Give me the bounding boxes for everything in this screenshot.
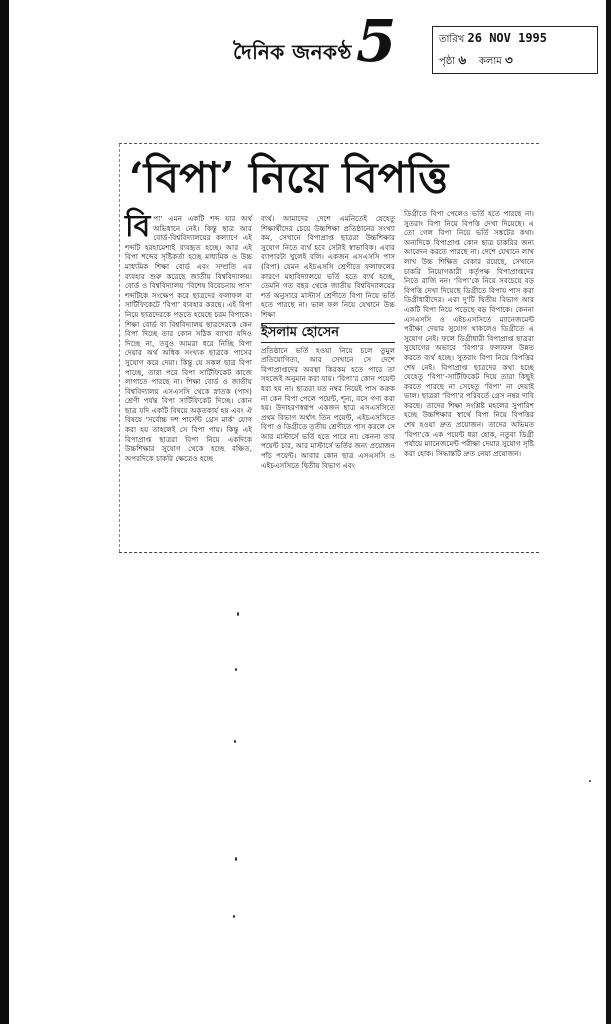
stamp-column-value: ৩ [505, 53, 513, 67]
stamp-date-label: তারিখ [439, 34, 465, 45]
scan-speck [235, 668, 237, 671]
scan-edge-right [606, 0, 611, 1024]
archive-date-stamp [432, 26, 598, 74]
masthead-page-number: 5 [356, 7, 397, 75]
stamp-page-row [439, 52, 513, 72]
article-headline: ‘বিপা’ নিয়ে বিপত্তি [129, 153, 449, 202]
news-clipping [119, 143, 539, 553]
newspaper-masthead: দৈনিক জনকণ্ঠ [233, 40, 352, 64]
article-column-2 [261, 214, 395, 470]
article-column-3-text: ডিগ্রীতে বিপা পেলেও ভর্তি হতে পারছে না। সুতরাং বিপা নিয়ে বিপত্তি দেখা দিয়েছে। এ তো গেল বিপা নিয়ে ভর্তি সঙ্কটের কথা। অন্যদিকে বিপাপ্রাপ্ত কোন ছাত্র চাকরির জন্য আবেদন করতে পারছে না। দেশে যেখানে লাখ লাখ উচ্চ শিক্ষিত বেকার রয়েছে, সেখানে চাকরি নিয়োগকারী কর্তৃপক্ষ বিপাপ্রাপ্তদের নিতে রাজি নন। ‘বিপা’কে নিয়ে সবচেয়ে বড় বিপত্তি দেখা দিয়েছে ডিগ্রীতে বিপায় পাস করা ডিগ্রীধারীদের। এরা দু’টি দ্বিতীয় বিভাগ আর একটি বিপা নিয়ে পড়েছে বড় বিপাকে। কেননা এসএসসি ও এইচএসসিতে ম্যানেজমেন্ট পরীক্ষা দেয়ার সুযোগ থাকলেও ডিগ্রীতে এ সুযোগ নেই। ফলে ডিগ্রীধারী বিপাপ্রাপ্ত ছাত্ররা সুযোগের অভাবে ‘বিপা’র ফলাফল উন্নত করতে ব্যর্থ হচ্ছে। সুতরাং বিপা নিয়ে বিপত্তির শেষ নেই। বিপাপ্রাপ্ত ছাত্রদের কথা হচ্ছে যেহেতু ‘বিপা’-সার্টিফিকেট দিয়ে তারা কিছুই করতে পারছে না সেহেতু ‘বিপা’ না দেয়াই ভাল। ছাত্ররা ‘বিপা’র পরিবর্তে গ্রেস নম্বর দাবি করছে। তাদের শিক্ষা সংশ্লিষ্ট মহলের সুপারিশ হচ্ছে উচ্চশিক্ষার স্বার্থে বিপা নিয়ে বিপত্তির শেষ হওয়া দ্রুত প্রয়োজন। তাদের অভিমত ‘বিপা’কে এক পয়েন্ট ধরা হোক, নতুবা ডিগ্রী পর্যায়ে ম্যানেজমেন্ট পরীক্ষা দেয়ার সুযোগ সৃষ্টি করা হোক। সিদ্ধান্তটি দ্রুত নেয়া প্রয়োজন। [404, 209, 534, 458]
scan-speck [589, 780, 591, 782]
scan-speck [234, 740, 236, 743]
stamp-date-value: 26 NOV 1995 [467, 31, 548, 45]
stamp-date-row [439, 31, 547, 49]
stamp-column-label: কলাম [478, 56, 502, 67]
article-dropcap: বি [125, 209, 151, 244]
article-column-1-text: পা’ এমন একটি শব্দ যার অর্থ অভিধানে নেই। কিন্তু ছাত্র আর বোর্ড-বিশ্ববিদ্যালয়ের কল্যাণে এই শব্দটি হরহামেশাই ব্যবহৃত হচ্ছে। আর এই বিপা শব্দের সৃষ্টিকর্তা হচ্ছে মাধ্যমিক ও উচ্চ মাধ্যমিক শিক্ষা বোর্ড এবং সম্প্রতি এর ব্যবহার শুরু করেছে জাতীয় বিশ্ববিদ্যালয়। বোর্ড ও বিশ্ববিদ্যালয় ‘বিশেষ বিবেচনায় পাস’ শব্দটিকে সংক্ষেপ করে ছাত্রদের ফলাফল বা সার্টিফিকেটে ‘বিপা’ ব্যবহার করছে। এই বিপা নিয়ে ছাত্রদেরকে পড়তে হয়েছে চরম বিপাকে। শিক্ষা বোর্ড বা বিশ্ববিদ্যালয় ছাত্রদেরকে কেন বিপা দিচ্ছে তার কোন সঠিক ব্যাখ্যা যদিও দিচ্ছে না, তবুও আমরা ধরে নিচ্ছি বিপা দেয়ার অর্থ অধিক সংখ্যক ছাত্রকে পাসের সুযোগ করে দেয়া। কিন্তু যে সকল ছাত্র বিপা পাচ্ছে, তারা পরে বিপা সার্টিফিকেট কাজে লাগাতে পারছে না। শিক্ষা বোর্ড ও জাতীয় বিশ্ববিদ্যালয় এসএসসি থেকে স্নাতক (পাস) শ্রেণী পর্যন্ত বিপা সার্টিফিকেট দিচ্ছে। কোন ছাত্র যদি একটি বিষয়ে অকৃতকার্য হয় এবং ঐ বিষয়ে ‘সর্বোচ্চ দশ পার্সেন্ট গ্রেস মার্ক’ যোগ করা হয় তাহলেই সে বিপা পায়। কিন্তু এই বিপাপ্রাপ্ত ছাত্ররা বিপা নিয়ে একদিকে উচ্চশিক্ষার সুযোগ থেকে হচ্ছে বঞ্চিত, অপরদিকে চাকরি ক্ষেত্রেও হচ্ছে [125, 214, 252, 463]
article-column-2-lower-text: প্রতিষ্ঠানে ভর্তি হওয়া নিয়ে চলে তুমুল প্রতিযোগিতা, আর সেখানে সে দেশে বিপাপ্রাপ্তদের অবস্থা কিরকম হতে পারে তা সহজেই অনুমান করা যায়। ‘বিপা’র কোন পয়েন্ট ধরা হয় না। ছাত্ররা যত নম্বর নিয়েই পাস করুক না কেন বিপা পেলে পয়েন্ট, শূন্য, বসে গণ্য করা হয়। উদাহরণস্বরূপ একজন ছাত্র এসএসসিতে প্রথম বিভাগ অর্থাৎ তিন পয়েন্ট, এইচএসসিতে বিপা ও ডিগ্রীতে তৃতীয় শ্রেণীতে পাস করলে সে আর মাস্টার্সে ভর্তি হতে পারে না। কেননা তার পয়েন্ট চার, আর মাস্টার্সে ভর্তির জন্য প্রয়োজন পাঁচ পয়েন্ট। আবার কোন ছাত্র এসএসসি ও এইচএসসিতে দ্বিতীয় বিভাগ এবং [261, 345, 395, 470]
article-byline: ইসলাম হোসেন [261, 323, 395, 343]
scan-speck [237, 612, 239, 616]
archive-sheet [9, 0, 606, 1024]
article-column-3 [404, 209, 534, 458]
scan-speck [233, 915, 235, 918]
scan-speck [235, 857, 237, 861]
article-column-1 [125, 209, 252, 463]
scan-edge-left [0, 0, 9, 1024]
stamp-page-value: ৬ [458, 53, 467, 67]
article-column-2-upper-text: ব্যর্থ। আমাদের দেশে এমনিতেই যেহেতু শিক্ষার্থীদের চেয়ে উচ্চশিক্ষা প্রতিষ্ঠানের সংখ্যা কম, সেখানে বিপাপ্রাপ্ত ছাত্ররা উচ্চশিক্ষার সুযোগ নিতে ব্যর্থ হবে সেটাই স্বাভাবিক। এবার ব্যাপারটা খুলেই বলি। একজন এসএসসি পাস (বিপা) যেমন এইচএসসি শ্রেণীতে ফলাফলের কারণে মহাবিদ্যালয়ে ভর্তি হতে ব্যর্থ হচ্ছে, তেমনি গত বছর থেকে জাতীয় বিশ্ববিদ্যালয়ের শর্ত অনুসারে মাস্টার্স শ্রেণীতে বিপা নিয়ে ভর্তি হতে পারছে না। ভাল ফল নিয়ে যেখানে উচ্চ শিক্ষা [261, 214, 395, 319]
stamp-page-label: পৃষ্ঠা [439, 56, 456, 67]
clipping-cut-edge [119, 144, 121, 552]
